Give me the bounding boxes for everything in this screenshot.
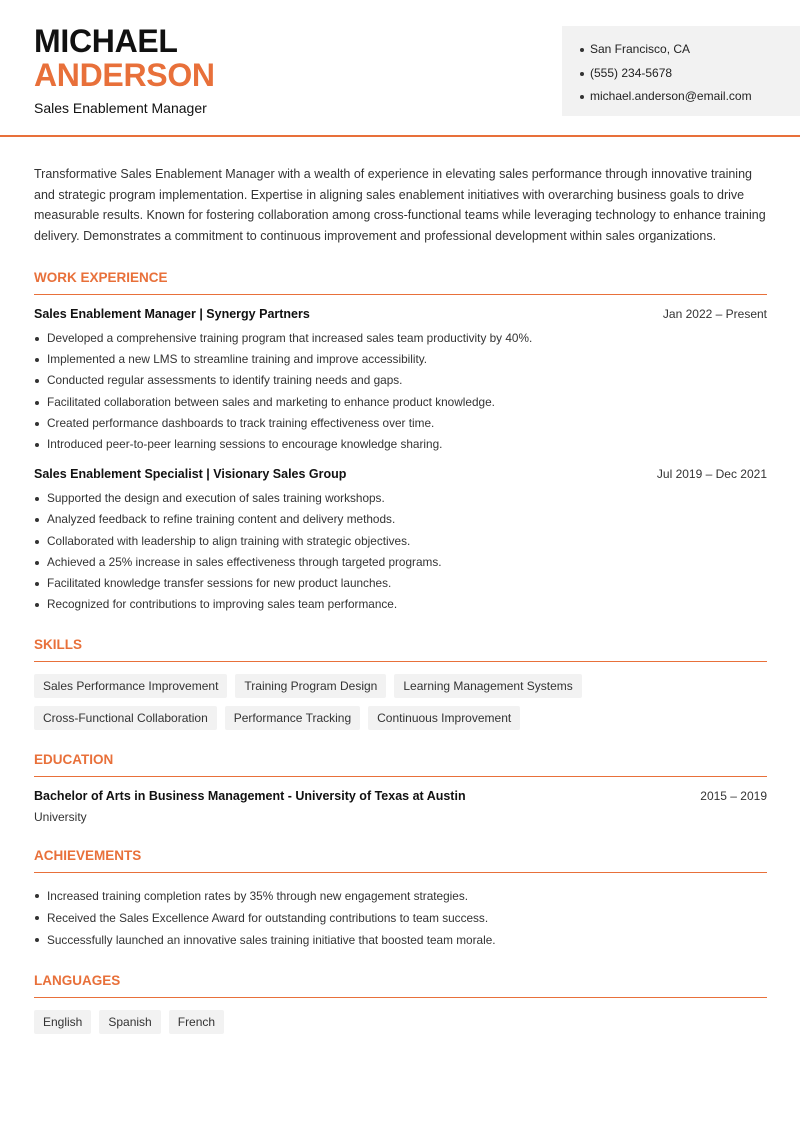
job-dates: Jul 2019 – Dec 2021 (656, 467, 767, 482)
achievements-list (34, 885, 767, 951)
skill-tag: Cross-Functional Collaboration (34, 706, 217, 730)
skill-tag: Performance Tracking (225, 706, 360, 730)
list-item: Achieved a 25% increase in sales effectiveness through targeted programs. (34, 552, 767, 573)
job-entry (34, 467, 767, 615)
last-name: ANDERSON (34, 57, 215, 93)
section-title-languages: LANGUAGES (34, 973, 767, 998)
skill-tag: Training Program Design (235, 674, 386, 698)
education-section (34, 752, 767, 824)
list-item: Created performance dashboards to track training effectiveness over time. (34, 413, 767, 434)
list-item: Facilitated collaboration between sales and marketing to enhance product knowledge. (34, 392, 767, 413)
list-item: Received the Sales Excellence Award for outstanding contributions to team success. (34, 907, 767, 929)
job-role: Sales Enablement Manager | Synergy Partners (34, 307, 310, 321)
job-bullets (34, 328, 767, 455)
section-title-skills: SKILLS (34, 637, 767, 662)
list-item: Introduced peer-to-peer learning sessions to encourage knowledge sharing. (34, 434, 767, 455)
list-item: Conducted regular assessments to identify training needs and gaps. (34, 370, 767, 391)
section-title-achievements: ACHIEVEMENTS (34, 848, 767, 873)
resume-body (34, 164, 767, 1034)
summary: Transformative Sales Enablement Manager with a wealth of experience in elevating sales performance through innovative training and strategic program implementation. Expertise in aligning sales enablement initiatives with overarching business goals to drive measurable results. Known for fostering collaboration among cross-functional teams while leveraging technology to enhance training delivery. Demonstrates a commitment to continuous improvement and professional development within sales organizations. (34, 167, 766, 243)
job-role: Sales Enablement Specialist | Visionary Sales Group (34, 467, 347, 482)
list-item: Developed a comprehensive training program that increased sales team productivity by 40%. (34, 328, 767, 349)
contact-location: San Francisco, CA (580, 38, 800, 62)
language-tag: Spanish (99, 1010, 160, 1034)
language-tags (34, 1010, 767, 1034)
achievements-section (34, 848, 767, 951)
list-item: Supported the design and execution of sales training workshops. (34, 488, 767, 509)
contact-box (562, 26, 800, 116)
language-tag: English (34, 1010, 91, 1034)
job-title: Sales Enablement Manager (34, 100, 207, 116)
contact-email[interactable]: michael.anderson@email.com (580, 85, 800, 109)
job-bullets (34, 488, 767, 615)
skills-section (34, 637, 767, 730)
education-degree: Bachelor of Arts in Business Management - University of Texas at Austin (34, 789, 466, 804)
candidate-name (34, 24, 215, 92)
first-name: MICHAEL (34, 23, 178, 59)
work-experience-section (34, 270, 767, 615)
resume-header (0, 0, 800, 137)
list-item: Analyzed feedback to refine training content and delivery methods. (34, 509, 767, 530)
contact-phone: (555) 234-5678 (580, 62, 800, 86)
list-item: Implemented a new LMS to streamline training and improve accessibility. (34, 349, 767, 370)
list-item: Recognized for contributions to improving sales team performance. (34, 594, 767, 615)
skill-tag: Continuous Improvement (368, 706, 520, 730)
skill-tag: Sales Performance Improvement (34, 674, 227, 698)
list-item: Collaborated with leadership to align training with strategic objectives. (34, 531, 767, 552)
list-item: Successfully launched an innovative sales training initiative that boosted team morale. (34, 929, 767, 951)
job-entry (34, 307, 767, 455)
language-tag: French (169, 1010, 224, 1034)
list-item: Increased training completion rates by 35% through new engagement strategies. (34, 885, 767, 907)
skill-tag: Learning Management Systems (394, 674, 581, 698)
skills-tags (34, 674, 767, 730)
job-dates: Jan 2022 – Present (662, 307, 767, 321)
section-title-work: WORK EXPERIENCE (34, 270, 767, 295)
section-title-education: EDUCATION (34, 752, 767, 777)
list-item: Facilitated knowledge transfer sessions for new product launches. (34, 573, 767, 594)
education-institution-type: University (34, 810, 87, 825)
education-dates: 2015 – 2019 (700, 789, 767, 804)
languages-section (34, 973, 767, 1034)
